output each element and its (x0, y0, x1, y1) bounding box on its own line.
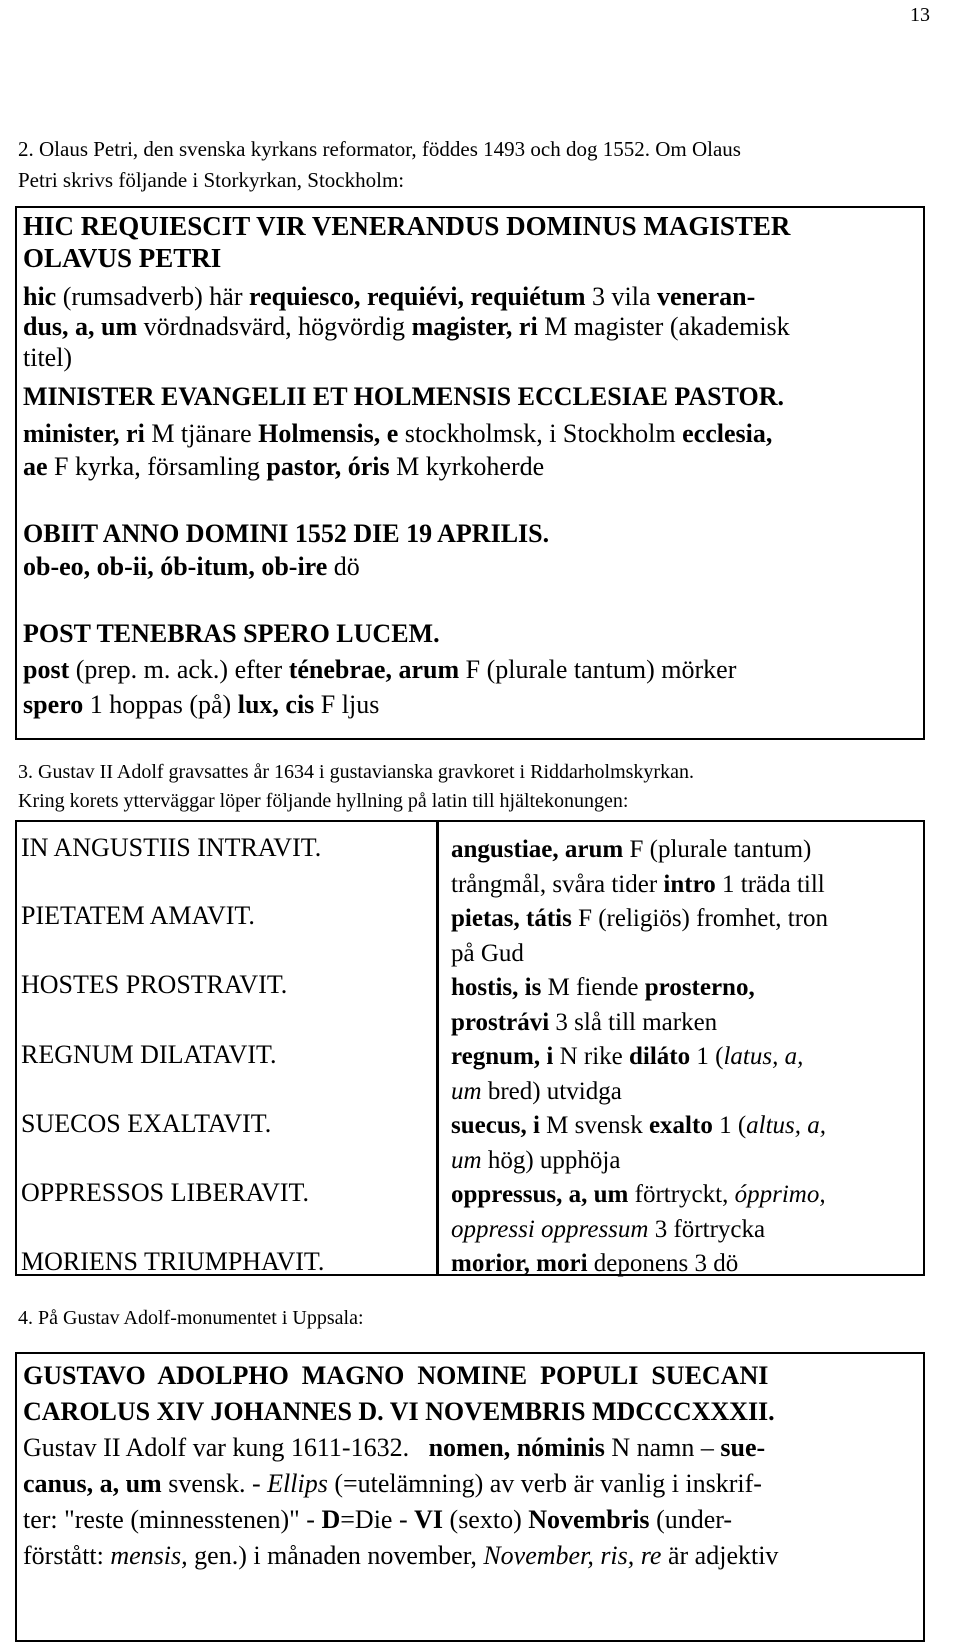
page-number: 13 (910, 4, 930, 26)
glossary-line (451, 833, 828, 868)
gloss-text: stockholmsk, i Stockholm (398, 419, 683, 448)
glossary-line (451, 1144, 828, 1179)
gloss-word: exalto (648, 1112, 713, 1139)
gloss-line (23, 282, 755, 313)
glossary-line (451, 1006, 828, 1041)
glossary-line (451, 1075, 828, 1110)
gloss-text: hög) upphöja (481, 1146, 621, 1174)
gloss-text: M svensk (539, 1112, 649, 1139)
gloss-text: gen.) i månaden november, (187, 1541, 484, 1570)
gloss-line (23, 419, 772, 450)
latin-line: POST TENEBRAS SPERO LUCEM. (23, 619, 440, 648)
latin-line: OLAVUS PETRI (23, 243, 222, 273)
gloss-word: diláto (629, 1043, 691, 1070)
gloss-word: magister, ri (411, 312, 538, 341)
gloss-text: är adjektiv (661, 1541, 779, 1570)
gloss-text: (prep. m. ack.) efter (69, 655, 289, 684)
gloss-text: (=utelämning) av verb är vanlig i inskrif- (327, 1469, 762, 1498)
glossary-line (451, 1247, 828, 1282)
gloss-text: 3 förtrycka (648, 1215, 766, 1243)
gloss-word: oppressus, a, um (451, 1181, 629, 1208)
latin-phrase: SUECOS EXALTAVIT. (21, 1109, 272, 1138)
gloss-word: spero (23, 690, 84, 719)
gloss-text: 1 träda till (715, 870, 825, 898)
glossary-line (451, 1040, 828, 1075)
gloss-italic: latus, a, (723, 1043, 804, 1070)
gloss-word: lux, cis (237, 690, 315, 719)
inscription-box-olaus-petri (15, 206, 925, 740)
gloss-text: ter: "reste (minnesstenen)" - (23, 1505, 322, 1534)
gloss-line (23, 690, 379, 721)
gloss-word: prostrávi (451, 1008, 550, 1036)
gloss-text: N namn – (604, 1433, 721, 1462)
gloss-line (23, 452, 544, 483)
gloss-word: dus, a, um (23, 312, 138, 341)
section-4-intro: 4. På Gustav Adolf-monumentet i Uppsala: (18, 1307, 364, 1329)
glossary-line (451, 971, 828, 1006)
latin-phrase: OPPRESSOS LIBERAVIT. (21, 1178, 309, 1207)
latin-line: HIC REQUIESCIT VIR VENERANDUS DOMINUS MAGISTER (23, 211, 791, 241)
gloss-text: 3 slå till marken (549, 1008, 718, 1036)
gloss-text: 1 hoppas (på) (83, 690, 238, 719)
gloss-word: canus, a, um (23, 1469, 162, 1498)
intro-line: Kring korets ytterväggar löper följande hyllning på latin till hjältekonungen: (18, 790, 629, 812)
gloss-text: M kyrkoherde (389, 452, 545, 481)
gloss-text: F (plurale tantum) mörker (459, 655, 737, 684)
gloss-word: sue- (720, 1433, 766, 1462)
gloss-line (23, 1466, 778, 1502)
gloss-text: M tjänare (144, 419, 259, 448)
gloss-text: (sexto) (443, 1505, 529, 1534)
gloss-text: 1 ( (712, 1112, 747, 1139)
gloss-word: suecus, i (451, 1112, 540, 1139)
monument-lines (23, 1358, 778, 1574)
gloss-word: VI (414, 1505, 444, 1534)
latin-line: CAROLUS XIV JOHANNES D. VI NOVEMBRIS MDCCCXXXII. (23, 1397, 775, 1426)
gloss-text: trångmål, svåra tider (451, 870, 664, 898)
gloss-line (23, 1502, 778, 1538)
latin-line: OBIIT ANNO DOMINI 1552 DIE 19 APRILIS. (23, 519, 550, 548)
gloss-word: Holmensis, e (258, 419, 399, 448)
gloss-text: N rike (553, 1043, 629, 1070)
gloss-line (23, 552, 360, 583)
gloss-text: =Die - (340, 1505, 415, 1534)
latin-phrase: REGNUM DILATAVIT. (21, 1040, 277, 1069)
gloss-word: intro (663, 870, 716, 898)
gloss-text: F ljus (314, 690, 380, 719)
gloss-text: svensk. - (161, 1469, 268, 1498)
gloss-text: (rumsadverb) här (56, 282, 249, 311)
gloss-word: minister, ri (23, 419, 145, 448)
gloss-word: D (321, 1505, 341, 1534)
glossary-line (451, 902, 828, 937)
latin-phrase: PIETATEM AMAVIT. (21, 901, 255, 930)
gloss-text: förstått: (23, 1541, 111, 1570)
gloss-word: veneran- (657, 282, 756, 311)
glossary-line (451, 868, 828, 903)
intro-line: 2. Olaus Petri, den svenska kyrkans reformator, föddes 1493 och dog 1552. Om Olaus (18, 137, 741, 161)
gloss-text: deponens 3 dö (587, 1250, 739, 1277)
gloss-word: prosterno, (644, 974, 755, 1001)
gloss-italic: ópprimo, (734, 1181, 826, 1208)
gloss-text: på Gud (451, 939, 524, 967)
inscription-box-monument (15, 1352, 925, 1642)
gloss-word: pastor, óris (266, 452, 390, 481)
gloss-word: pietas, tátis (451, 905, 572, 932)
glossary-line (451, 1213, 828, 1248)
gloss-italic: altus, a, (746, 1112, 827, 1139)
gloss-text: F (religiös) fromhet, tron (571, 905, 829, 932)
gloss-word: hostis, is (451, 974, 542, 1001)
latin-line: MINISTER EVANGELII ET HOLMENSIS ECCLESIAE PASTOR. (23, 382, 784, 411)
gloss-text: F (plurale tantum) (623, 836, 812, 863)
gloss-text: bred) utvidga (481, 1077, 622, 1105)
gloss-word: post (23, 655, 70, 684)
gloss-text: (under- (649, 1505, 733, 1534)
gloss-word: nomen, nóminis (428, 1433, 605, 1462)
gloss-word: Novembris (528, 1505, 650, 1534)
gloss-word: morior, mori (451, 1250, 588, 1277)
glossary-line (451, 937, 828, 972)
gloss-word: ae (23, 452, 48, 481)
gloss-line: titel) (23, 343, 73, 372)
gloss-italic: oppressi oppressum (451, 1215, 649, 1243)
gloss-line (23, 1538, 778, 1574)
gloss-word: regnum, i (451, 1043, 554, 1070)
latin-phrase: MORIENS TRIUMPHAVIT. (21, 1247, 325, 1276)
gloss-line (23, 655, 736, 686)
gloss-italic: Ellips (267, 1469, 328, 1498)
gloss-word: angustiae, arum (451, 836, 624, 863)
gloss-italic: mensis, (110, 1541, 188, 1570)
gloss-text: förtryckt, (628, 1181, 735, 1208)
section-2-intro (18, 134, 741, 196)
gloss-text: dö (327, 552, 360, 581)
gloss-text: 1 ( (690, 1043, 724, 1070)
intro-line: 3. Gustav II Adolf gravsattes år 1634 i gustavianska gravkoret i Riddarholmskyrkan. (18, 761, 694, 783)
gloss-word: ecclesia, (682, 419, 773, 448)
gloss-text: M fiende (541, 974, 645, 1001)
inscription-box-glossary (437, 820, 925, 1276)
gloss-word: ténebrae, arum (288, 655, 460, 684)
gloss-text: Gustav II Adolf var kung 1611-1632. (23, 1433, 429, 1462)
glossary-lines (451, 833, 828, 1282)
gloss-italic: um (451, 1077, 482, 1105)
gloss-text: vördnadsvärd, högvördig (137, 312, 412, 341)
gloss-line (23, 312, 790, 343)
latin-phrase: HOSTES PROSTRAVIT. (21, 970, 288, 999)
gloss-word: hic (23, 282, 57, 311)
intro-line: Petri skrivs följande i Storkyrkan, Stockholm: (18, 168, 405, 192)
glossary-line (451, 1178, 828, 1213)
section-3-intro (18, 758, 694, 816)
gloss-italic: um (451, 1146, 482, 1174)
gloss-italic: November, ris, re (483, 1541, 662, 1570)
gloss-word: requiesco, requiévi, requiétum (249, 282, 586, 311)
gloss-text: F kyrka, församling (47, 452, 267, 481)
glossary-line (451, 1109, 828, 1144)
gloss-line (23, 1430, 778, 1466)
latin-phrase: IN ANGUSTIIS INTRAVIT. (21, 833, 322, 862)
inscription-box-latin (15, 820, 438, 1276)
gloss-text: 3 vila (585, 282, 658, 311)
gloss-word: ob-eo, ob-ii, ób-itum, ob-ire (23, 552, 328, 581)
latin-line: GUSTAVO ADOLPHO MAGNO NOMINE POPULI SUECANI (23, 1361, 769, 1390)
gloss-text: M magister (akademisk (537, 312, 790, 341)
